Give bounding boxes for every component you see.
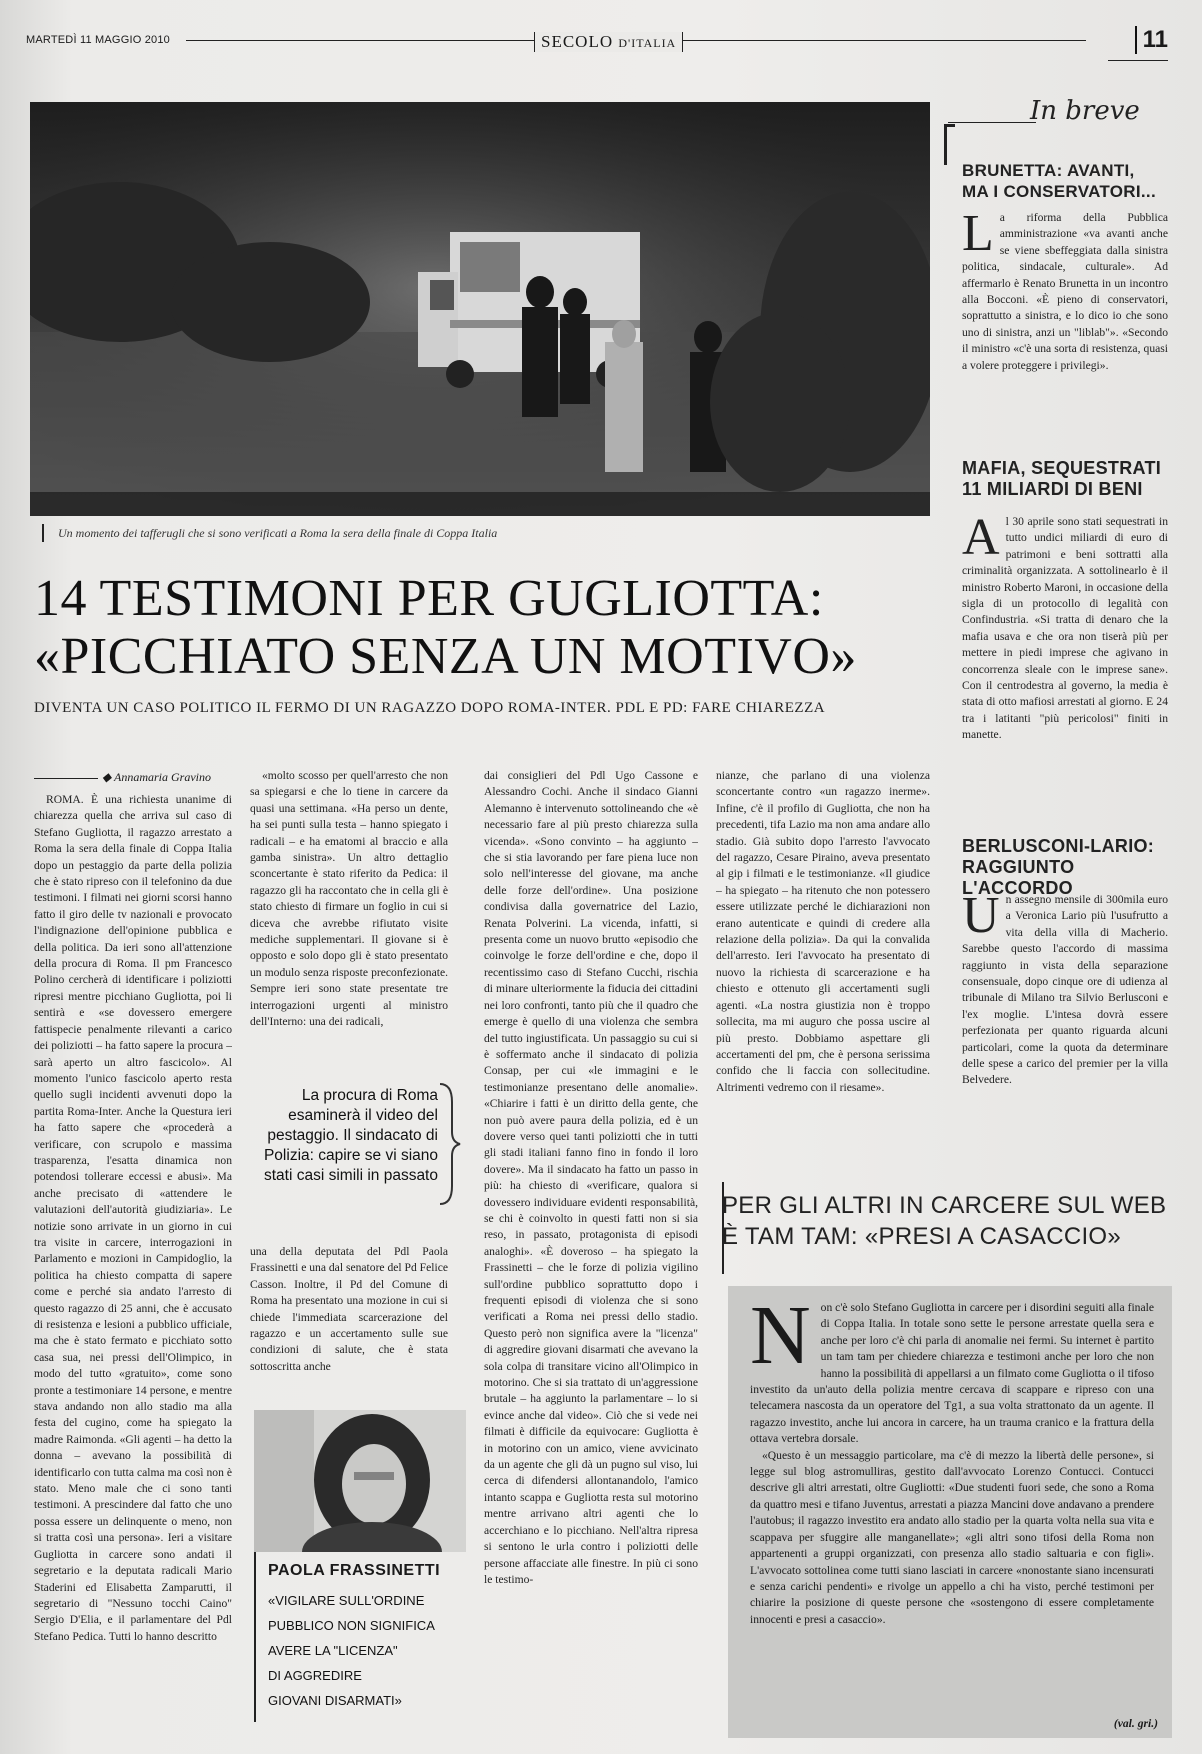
politician-portrait-image <box>254 1410 466 1552</box>
headline-line-1: 14 TESTIMONI PER GUGLIOTTA: <box>34 570 824 627</box>
sidebar-item-1-title-line: MA I CONSERVATORI... <box>962 182 1156 201</box>
article-column-3 <box>484 768 698 1720</box>
headline-line-2: «PICCHIATO SENZA UN MOTIVO» <box>34 628 857 685</box>
sidebar-title-rule <box>948 122 1036 123</box>
box-headline-line: PER GLI ALTRI IN CARCERE SUL WEB <box>722 1192 1167 1219</box>
article-kicker: DIVENTA UN CASO POLITICO IL FERMO DI UN RAGAZZO DOPO ROMA-INTER. PDL E PD: FARE CHIAREZZA <box>34 700 826 716</box>
article-column-3-text: dai consiglieri del Pdl Ugo Cassone e Alessandro Cochi. Anche il sindaco Gianni Alemanno è intervenuto sottolineando che «è necessario fare al più presto chiarezza sulla vicenda». «Sono convinto – ha aggiunto – che si stia lavorando per fare piena luce non solo nell'interesse del giovane, ma anche delle forze dell'ordine». Una posizione condivisa dalla governatrice del Lazio, Renata Polverini. La vicenda, infatti, si presenta come un nuovo brutto «episodio che coinvolge le forze dell'ordine e che, dopo il recentissimo caso di Stefano Cucchi, rischia di minare ulteriormente la fiducia dei cittadini nei loro confronti, tanto più che il quadro che emerge è quello di una violenza che sembra del tutto ingiustificata. Un passaggio su cui si è soffermato anche il sindacato di polizia Consap, per cui «le immagini e le testimonianze presentano delle anomalie». «Chiarire i fatti è un diritto della gente, che non può avere paura della polizia, ed è un dovere verso quei tanti poliziotti che in tutti gli stadi italiani fanno fino in fondo il loro dovere». Ma il sindacato ha fatto un passo in più: ha chiesto di «verificare, qualora si dovessero individuare evidenti responsabilità, se chi è coinvolto in questi fatti non si sia reso, in passato, protagonista di episodi analoghi». «È doveroso – ha spiegato la Frassinetti – che le forze di polizia vigilino sull'ordine pubblico soprattutto dopo i frequenti episodi di violenza che si sono verificati a Roma nei pressi dello stadio. Questo però non significa avere la "licenza" di aggredire giovani disarmati che avevano la sola colpa di transitare vicino all'Olimpico in motorino. Che si sia trattato di un'aggressione brutale – ha aggiunto la parlamentare – lo si evince anche dal video». Ciò che si vede nei filmati è difficile da equivocare: Gugliotta è in motorino con un amico, viene avvicinato da un agente che gli dà un pugno sul viso, lui cerca di difendersi allontanandolo, l'amico intanto scappa e Gugliotta resta sul motorino mentre arrivano altri agenti che lo accerchiano e lo picchiano. Nell'altra ripresa si sentono le urla contro i poliziotti delle persone affacciate alle finestre. In più ci sono le testimo- <box>484 769 698 1586</box>
byline: ◆ Annamaria Gravino <box>34 770 234 785</box>
newspaper-name-suffix: D'ITALIA <box>618 36 677 50</box>
sidebar-item-3-dropcap: U <box>962 892 1000 944</box>
pull-quote-brace <box>436 1082 462 1206</box>
page-number-rule <box>1108 60 1168 61</box>
sidebar-section-title: In breve <box>1030 96 1140 126</box>
sidebar-item-2-body <box>962 514 1168 824</box>
riot-scene-image <box>30 102 930 516</box>
portrait-photo <box>254 1410 466 1552</box>
sidebar-item-1-body <box>962 210 1168 438</box>
sidebar-item-1-text: a riforma della Pubblica amministrazione «va avanti anche se viene sbeffeggiata dalla sinistra politica, sindacale, culturale». Ad affermarlo è Renato Brunetta in un incontro alla Bocconi. «È pieno di conservatori, soprattutto a sinistra, e lo dico io che sono uno di sinistra, anzi un "liblab"». «Secondo il ministro «c'è una sorta di resistenza, quasi a volere proteggere i privilegi». <box>962 211 1168 372</box>
photo-caption: Un momento dei tafferugli che si sono verificati a Roma la sera della finale di Coppa Italia <box>42 524 938 542</box>
sidebar-bracket <box>944 124 955 165</box>
issue-date: MARTEDÌ 11 MAGGIO 2010 <box>26 34 170 46</box>
box-article-text <box>750 1289 1154 1628</box>
quote-author-name: PAOLA FRASSINETTI <box>268 1562 441 1579</box>
box-signature: (val. gri.) <box>1113 1717 1158 1730</box>
page-number: 11 <box>1135 26 1168 54</box>
quote-line: PUBBLICO NON SIGNIFICA <box>268 1618 435 1633</box>
sidebar-item-1-title <box>962 160 1172 202</box>
article-column-2-top <box>250 768 448 1058</box>
article-headline <box>34 570 934 686</box>
box-article <box>728 1286 1172 1738</box>
article-column-2-bottom <box>250 1244 448 1394</box>
article-column-4-text: nianze, che parlano di una violenza sconcertante contro «un ragazzo inerme». Infine, c'è il profilo di Gugliotta, che non ha precedenti, tifa Lazio ma non ama andare allo stadio. Già subito dopo l'arresto l'avvocato del ragazzo, Cesare Piraino, aveva presentato al gip i filmati e le testimonianze. «Il giudice – ha spiegato – ha ritenuto che non potessero essere utilizzate perché le dichiarazioni non erano autenticate e quindi di credere alla relazione della polizia». Da qui la convalida dell'arresto. Ieri l'avvocato ha presentato di nuovo la richiesta di scarcerazione e ha chiesto e ottenuto gli accertamenti sugli agenti. «La nostra giustizia non è troppo sollecita, ma mi auguro che possa uscire al più presto. Dobbiamo aspettare gli accertamenti del pm, che è persona serissima confido che li faccia con sollecitudine. Altrimenti vedremo con il riesame». <box>716 769 930 1094</box>
box-headline-line: È TAM TAM: «PRESI A CASACCIO» <box>722 1223 1122 1250</box>
sidebar-item-2-title-line: 11 MILIARDI DI BENI <box>962 479 1143 499</box>
news-photo <box>30 102 930 516</box>
box-paragraph-1: on c'è solo Stefano Gugliotta in carcere per i disordini seguiti alla finale di Coppa Italia. In totale sono sette le persone arrestate quella sera e anche per loro c'è chi parla di anomalie nei fermi. Su internet è partito un tam tam per chiedere chiarezza e testimoni anche per loro che non hanno la possibilità di appellarsi a un filmato come Gugliotta o il tifoso investito da un'auto della polizia mentre cercava di scappare e ripreso con una telecamera nascosta da un operatore del Tg1, a sua volta strattonato da un agente. Il ragazzo investito, anche lui ancora in carcere, ha un trauma cranico e la frattura della ottava vertebra dorsale. <box>750 1301 1154 1446</box>
article-column-1 <box>34 792 232 1722</box>
quote-box-rule <box>254 1552 256 1722</box>
sidebar-item-2-dropcap: A <box>962 514 1000 566</box>
masthead <box>26 26 1176 60</box>
sidebar-item-3-title-line: BERLUSCONI-LARIO: <box>962 836 1155 856</box>
sidebar-item-1-title-line: BRUNETTA: AVANTI, <box>962 161 1135 180</box>
sidebar-item-2-title <box>962 458 1172 500</box>
quote-line: AVERE LA "LICENZA" <box>268 1643 398 1658</box>
article-column-4 <box>716 768 930 1156</box>
sidebar-item-3-body <box>962 892 1168 1146</box>
quote-line: GIOVANI DISARMATI» <box>268 1693 402 1708</box>
article-column-2-bottom-text: una della deputata del Pdl Paola Frassinetti e una dal senatore del Pd Felice Casson. Inoltre, il Pd del Comune di Roma ha presentato una mozione in cui si chiede l'immediata scarcerazione del ragazzo e un accertamento sulle sue condizioni di salute, che è stata sottoscritta anche <box>250 1245 448 1373</box>
byline-rule <box>34 778 98 779</box>
sidebar-item-1-dropcap: L <box>962 210 994 262</box>
author-name: Annamaria Gravino <box>114 770 212 784</box>
sidebar-item-3-text: n assegno mensile di 300mila euro a Veronica Lario più l'usufrutto a vita della villa di Macherio. Sarebbe questo l'accordo di massima raggiunto in vista della separazione consensuale, dopo cinque ore di udienza al tribunale di Milano tra Silvio Berlusconi e l'ex moglie. L'intesa dovrà essere perfezionata per quanto riguarda alcuni particolari, come la quota da determinare delle spese a carico del premier per la villa Belvedere. <box>962 893 1168 1087</box>
pull-quote: La procura di Roma esaminerà il video del pestaggio. Il sindacato di Polizia: capire se vi siano stati casi simili in passato <box>263 1087 438 1184</box>
sidebar-item-2-text: l 30 aprile sono stati sequestrati in tutto undici miliardi di euro di patrimoni e beni sottratti alla criminalità organizzata. A sottolinearlo è il ministro Roberto Maroni, in occasione della sigla di un protocollo di legalità con Confindustria. «Si tratta di denaro che la mafia usava e che ora non tiserà più per mettere in piedi imprese che agivano in concorrenza sleale con le imprese sane». Con il centrodestra al governo, la media è stata di otto mafiosi arrestati al giorno. E 24 tra i latitanti "più pericolosi" finiti in manette. <box>962 515 1168 742</box>
sidebar-item-3-title-line: RAGGIUNTO L'ACCORDO <box>962 857 1075 898</box>
sidebar-item-3-title <box>962 836 1172 899</box>
box-dropcap: N <box>750 1289 811 1382</box>
article-column-1-text: ROMA. È una richiesta unanime di chiarezza quella che arriva sul caso di Stefano Gugliotta, il ragazzo arrestato a Roma la sera della finale di Coppa Italia dopo un pestaggio da parte della polizia che è stato ripreso con il telefonino da due testimoni. I filmati nei giorni scorsi hanno fatto il giro delle tv nazionali e provocato l'indignazione dell'opinione pubblica e della politica. Da ieri sono all'attenzione della procura di Roma. Il pm Francesco Polino cercherà di identificare i poliziotti ripresi mentre picchiano Gugliotta, poi li sentirà e «se dovessero emergere fattispecie penalmente rilevanti a carico dei poliziotti – ha fatto sapere la procura – sarà aperto un altro fascicolo». Al momento l'unico fascicolo aperto resta quello sugli incidenti avvenuti dopo la partita Roma-Inter. Anche la Questura ieri ha fatto sapere che «procederà a verificare, con scrupolo e massima trasparenza, l'esatta dinamica non potendosi tollerare eccessi e abusi». Ma anche precisato di «attendere le valutazioni dell'autorità giudiziaria». Le notizie sono arrivate in un giorno in cui tra visite in carcere, interrogazioni in Parlamento e mozioni in Campidoglio, la politica ha chiesto compatta di sapere come e perché sia andato l'arresto di questo ragazzo di 25 anni, che è accusato di resistenza e lesioni a pubblico ufficiale, ma che è stato fermato e picchiato sotto casa sua, nei pressi dell'Olimpico, in modo del tutto «gratuito», come sono pronte a testimoniare 14 persone, e mentre stava andando non allo stadio ma alla festa del cugino, come ha spiegato la madre Raimonda. «Gli agenti – ha detto la donna – avevano la possibilità di identificarlo con tutta calma ma così non è stato. Meno male che ci sono tanti testimoni. A prescindere dal fatto che uno possa essere un delinquente o meno, non si tratta così una persona». Ieri a visitare Gugliotta in carcere sono andati il segretario e la deputata radicali Mario Staderini ed Elisabetta Zamparutti, il segretario di "Nessuno tocchi Caino" Sergio D'Elia, e il parlamentare del Pdl Stefano Pedica. Tutti lo hanno descritto <box>34 793 232 1643</box>
quote-text <box>268 1588 468 1713</box>
article-column-2-top-text: «molto scosso per quell'arresto che non sa spiegarsi e che lo tiene in carcere da quasi una settimana. «Ha perso un dente, ha sei punti sulla testa – hanno spiegato i radicali – e ha ematomi al braccio e alla gamba sinistra». Un altro dettaglio sconcertante è stato riferito da Pedica: il ragazzo gli ha raccontato che in cella gli è stato chiesto di firmare un foglio in cui si diceva che avrebbe rifiutato visite mediche supplementari. Il giovane si è opposto e solo dopo gli è stato presentato un modulo senza risposte preconfezionate. Sempre ieri sono state presentate tre interrogazioni urgenti al ministro dell'Interno: una dei radicali, <box>250 769 448 1029</box>
newspaper-name: SECOLO <box>541 32 614 51</box>
quote-line: «VIGILARE SULL'ORDINE <box>268 1593 425 1608</box>
sidebar-item-2-title-line: MAFIA, SEQUESTRATI <box>962 458 1162 478</box>
newspaper-title <box>534 32 683 52</box>
box-headline <box>722 1190 1172 1252</box>
quote-line: DI AGGREDIRE <box>268 1668 362 1683</box>
box-paragraph-2: «Questo è un messaggio particolare, ma c'è di mezzo la libertà delle persone», si legge sul blog astromulliras, gestito dall'avvocato Lorenzo Contucci. Contucci descrive gli altri arrestati, oltre Gugliotti: «Due studenti fuori sede, che sono a Roma da quattro mesi e tifano Juventus, arrestati a piazza Mancini dove andavano a prendere l'autobus; il ragazzo investito era andato allo stadio per la quarta volta nella sua vita e scappava per sfuggire alle manganellate»; «gli altri sono tifosi della Roma non appartenenti a gruppi organizzati, con presenza allo stadio saltuaria e con figli». L'avvocato sottolinea come tutti siano lasciati in carcere «nonostante siano incensurati e senza carichi pendenti» e rivolge un appello a chi ha visto, perché testimoni per chiarire la posizione di queste persone che «sostengono di essere completamente innocenti e presi a casaccio». <box>750 1448 1154 1626</box>
